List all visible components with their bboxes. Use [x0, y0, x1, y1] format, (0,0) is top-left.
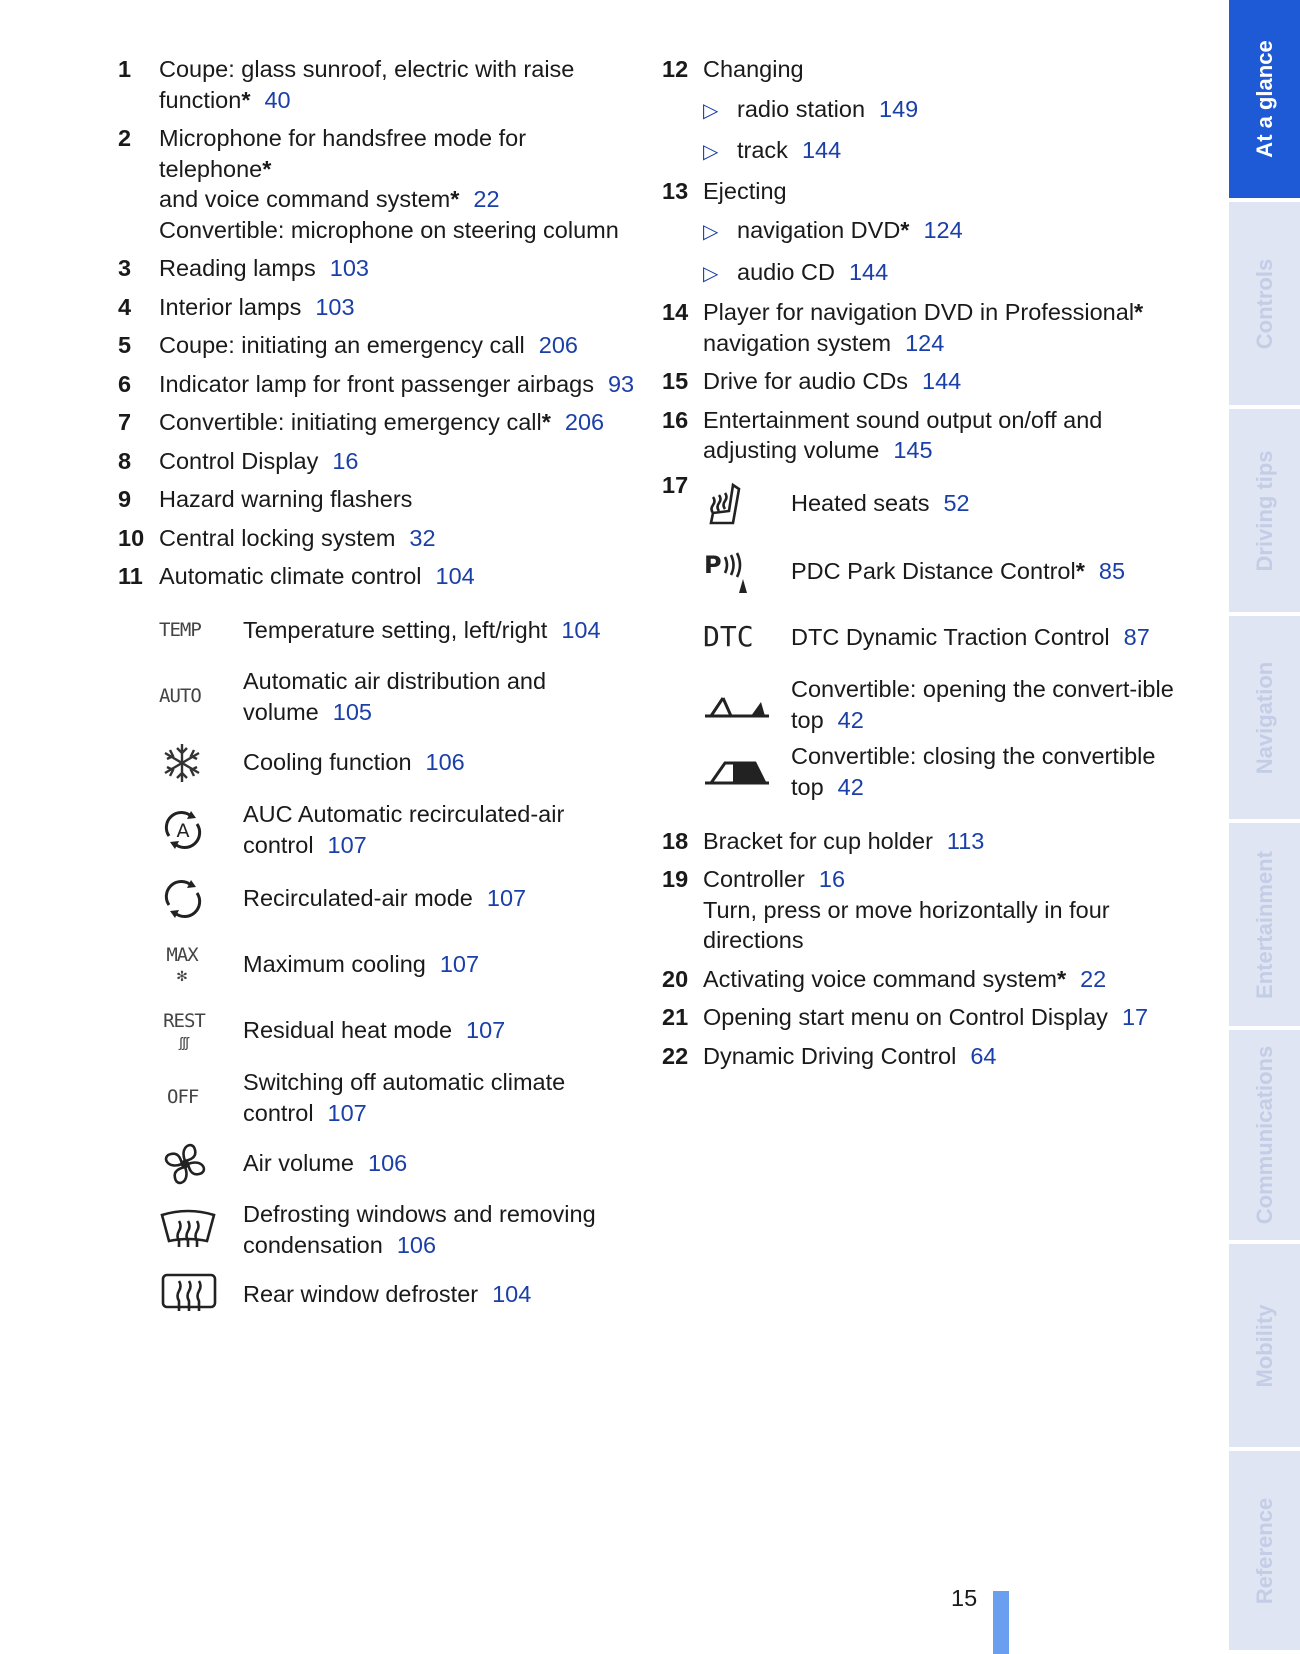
- page-ref-link[interactable]: 206: [564, 409, 605, 435]
- pdc-icon: [703, 549, 791, 595]
- button-row-pdc: [703, 538, 1182, 606]
- row-text: Heated seats: [791, 490, 930, 517]
- climate-row-cooling: [159, 732, 638, 794]
- item-text: Entertainment sound output on/off and adjusting volume: [703, 406, 1103, 463]
- row-text: Maximum cooling: [243, 951, 426, 978]
- item-number: 3: [118, 255, 132, 281]
- list-item: [118, 123, 638, 245]
- button-row-dtc: [703, 606, 1182, 670]
- asterisk: *: [900, 217, 910, 243]
- tab-communications[interactable]: Communications: [1229, 1030, 1300, 1244]
- tab-controls[interactable]: Controls: [1229, 202, 1300, 409]
- item-text: Controller: [703, 866, 805, 892]
- page-ref-link[interactable]: 206: [538, 332, 578, 358]
- tab-navigation[interactable]: Navigation: [1229, 616, 1300, 823]
- list-item: [118, 561, 638, 592]
- asterisk: *: [450, 186, 460, 212]
- item-text: Microphone for handsfree mode for telephone: [159, 125, 527, 182]
- page-ref-link[interactable]: 106: [368, 1150, 408, 1177]
- page-ref-link[interactable]: 42: [837, 773, 864, 800]
- row-text: DTC Dynamic Traction Control: [791, 624, 1110, 651]
- page-ref-link[interactable]: 93: [607, 370, 635, 397]
- climate-row-rear-defroster: [159, 1264, 638, 1326]
- row-text: Convertible: closing the convertible top: [791, 743, 1156, 800]
- item-text: Automatic climate control: [159, 563, 422, 589]
- item-text: Coupe: glass sunroof, electric with raise function: [159, 56, 575, 113]
- item-text: Reading lamps: [159, 255, 316, 281]
- climate-sublist: [159, 600, 638, 1326]
- item-text: Player for navigation DVD in Professional: [703, 299, 1135, 325]
- row-text: Cooling function: [243, 749, 412, 776]
- list-item: [662, 826, 1182, 857]
- fan-icon: [159, 1138, 243, 1190]
- page-ref-link[interactable]: 124: [905, 329, 945, 356]
- page-ref-link[interactable]: 107: [486, 885, 527, 912]
- list-item: [662, 470, 1182, 804]
- item-number: 22: [662, 1042, 689, 1069]
- svg-text:P: P: [704, 550, 722, 579]
- page-ref-link[interactable]: 107: [327, 831, 367, 858]
- bullet-item: [703, 215, 1182, 248]
- bullet-item: [703, 257, 1182, 290]
- asterisk: *: [1075, 558, 1085, 585]
- residual-heat-icon: REST ʃʃʃ: [163, 1010, 205, 1050]
- item-number: 11: [118, 563, 143, 589]
- page-ref-link[interactable]: 104: [561, 617, 601, 644]
- list-item: [662, 297, 1182, 358]
- climate-row-air-volume: [159, 1132, 638, 1196]
- page-ref-link[interactable]: 64: [970, 1042, 997, 1069]
- item-text: Indicator lamp for front passenger airbags: [159, 370, 594, 397]
- row-text: PDC Park Distance Control: [791, 558, 1076, 585]
- list-item: [118, 253, 638, 284]
- page-ref-link[interactable]: 104: [492, 1281, 532, 1308]
- row-text: Switching off automatic climate control: [243, 1069, 566, 1126]
- list-item: [118, 484, 638, 515]
- item-number: 8: [118, 447, 132, 474]
- right-column: [662, 54, 1182, 1079]
- list-item: [662, 176, 1182, 290]
- item-number: 10: [118, 524, 145, 551]
- list-item: [118, 407, 638, 438]
- list-item: [662, 366, 1182, 397]
- item-text: Convertible: microphone on steering column: [159, 216, 619, 243]
- dtc-icon: DTC: [703, 620, 754, 654]
- item-text: Dynamic Driving Control: [703, 1042, 957, 1069]
- roof-closed-icon: [703, 755, 791, 789]
- button-row-open-top: [703, 670, 1182, 740]
- page-ref-link[interactable]: 107: [439, 951, 480, 978]
- climate-row-auto: [159, 662, 638, 732]
- item-number: 13: [662, 177, 689, 204]
- left-column: [118, 54, 638, 1326]
- item-number: 5: [118, 332, 132, 358]
- page-ref-link[interactable]: 144: [848, 258, 889, 285]
- item-text: Drive for audio CDs: [703, 368, 909, 394]
- page-ref-link[interactable]: 85: [1098, 558, 1126, 585]
- item-number: 17: [662, 471, 689, 498]
- list-item: [118, 330, 638, 361]
- page-ref-link[interactable]: 103: [329, 255, 369, 281]
- page-ref-link[interactable]: 22: [473, 186, 500, 212]
- tab-entertainment[interactable]: Entertainment: [1229, 823, 1300, 1030]
- list-item: [118, 54, 638, 115]
- climate-row-off: [159, 1064, 638, 1132]
- item-number: 15: [662, 368, 689, 394]
- page-ref-link[interactable]: 107: [327, 1099, 367, 1126]
- auto-icon: AUTO: [159, 685, 201, 708]
- item-text: Control Display: [159, 447, 319, 474]
- list-item: [662, 964, 1182, 995]
- item-number: 7: [118, 409, 132, 435]
- page-ref-link[interactable]: 17: [1121, 1004, 1149, 1030]
- tab-driving-tips[interactable]: Driving tips: [1229, 409, 1300, 616]
- asterisk: *: [1134, 299, 1144, 325]
- item-number: 18: [662, 827, 689, 854]
- button-row-heated-seats: [703, 470, 1182, 538]
- item-number: 4: [118, 293, 132, 320]
- item-number: 20: [662, 965, 689, 992]
- row-text: Air volume: [243, 1150, 355, 1177]
- item-number: 21: [662, 1004, 689, 1030]
- triangle-bullet-icon: ▷: [703, 99, 719, 122]
- item-number: 14: [662, 299, 689, 325]
- climate-row-auc: [159, 794, 638, 866]
- page-ref-link[interactable]: 144: [801, 137, 842, 163]
- tab-reference[interactable]: Reference: [1229, 1451, 1300, 1654]
- page-ref-link[interactable]: 105: [332, 698, 372, 725]
- page-ref-link[interactable]: 103: [315, 293, 355, 320]
- max-cooling-icon: MAX ✻: [166, 944, 198, 984]
- button-sublist: [703, 470, 1182, 804]
- bullet-text: radio station: [737, 95, 866, 122]
- list-item: [662, 1041, 1182, 1072]
- climate-row-temp: [159, 600, 638, 662]
- page-number: 15: [951, 1585, 978, 1611]
- temp-icon: TEMP: [159, 619, 201, 642]
- item-text: Hazard warning flashers: [159, 486, 413, 512]
- list-item: [662, 54, 1182, 168]
- triangle-bullet-icon: ▷: [703, 221, 719, 243]
- row-text: Rear window defroster: [243, 1281, 479, 1308]
- page-ref-link[interactable]: 145: [893, 437, 933, 463]
- item-number: 2: [118, 125, 132, 151]
- page-ref-link[interactable]: 40: [264, 86, 291, 113]
- bullet-item: [703, 94, 1182, 127]
- bullet-text: navigation DVD: [737, 217, 901, 243]
- asterisk: *: [262, 155, 272, 182]
- page-ref-link[interactable]: 22: [1080, 965, 1107, 992]
- item-text: Coupe: initiating an emergency call: [159, 332, 525, 358]
- row-text: AUC Automatic recirculated-air control: [243, 801, 565, 858]
- rear-defrost-icon: [159, 1271, 243, 1319]
- windshield-defrost-icon: [159, 1207, 243, 1253]
- page-ref-link[interactable]: 42: [837, 706, 864, 733]
- row-text: Temperature setting, left/right: [243, 617, 548, 644]
- item-text: Opening start menu on Control Display: [703, 1004, 1108, 1030]
- climate-row-recirculated: [159, 866, 638, 932]
- row-text: Automatic air distribution and volume: [243, 668, 547, 725]
- item-text: Ejecting: [703, 177, 787, 204]
- row-text: Convertible: opening the convert-ible top: [791, 676, 1174, 733]
- page-ref-link[interactable]: 87: [1123, 624, 1150, 651]
- page-ref-link[interactable]: 144: [922, 368, 962, 394]
- item-text: navigation system: [703, 329, 892, 356]
- svg-text:A: A: [176, 819, 190, 842]
- page-ref-link[interactable]: 124: [923, 217, 963, 243]
- item-text: Interior lamps: [159, 293, 302, 320]
- button-row-close-top: [703, 740, 1182, 804]
- page-ref-link[interactable]: 106: [396, 1231, 437, 1258]
- list-item: [662, 1002, 1182, 1033]
- page-ref-link[interactable]: 149: [879, 95, 919, 122]
- item-number: 6: [118, 370, 132, 397]
- item-number: 19: [662, 866, 689, 892]
- asterisk: *: [241, 86, 251, 113]
- page-ref-link[interactable]: 16: [818, 866, 846, 892]
- triangle-bullet-icon: ▷: [703, 141, 719, 163]
- climate-row-max: [159, 932, 638, 998]
- row-text: Residual heat mode: [243, 1017, 453, 1044]
- page-ref-link[interactable]: 16: [332, 447, 359, 474]
- row-text: Defrosting windows and removing condensation: [243, 1201, 596, 1258]
- page-ref-link[interactable]: 104: [435, 563, 475, 589]
- item-text: Bracket for cup holder: [703, 827, 933, 854]
- bullet-text: audio CD: [737, 258, 835, 285]
- snowflake-icon: [159, 740, 243, 786]
- page-ref-link[interactable]: 106: [425, 749, 465, 776]
- recirculated-air-icon: [159, 875, 243, 923]
- item-text: Convertible: initiating emergency call: [159, 409, 542, 435]
- item-number: 9: [118, 486, 132, 512]
- roof-open-icon: [703, 688, 791, 722]
- off-icon: OFF: [167, 1086, 199, 1109]
- heated-seat-icon: [703, 481, 791, 527]
- item-text: and voice command system: [159, 186, 451, 212]
- list-item: [662, 864, 1182, 956]
- page-ref-link[interactable]: 32: [409, 524, 436, 551]
- list-item: [118, 446, 638, 477]
- item-text: Turn, press or move horizontally in four directions: [703, 896, 1110, 953]
- page-marker-bar: [993, 1591, 1009, 1654]
- asterisk: *: [1056, 965, 1067, 992]
- tab-at-a-glance[interactable]: At a glance: [1229, 0, 1300, 202]
- climate-row-rest: [159, 998, 638, 1064]
- item-text: Central locking system: [159, 524, 396, 551]
- tab-mobility[interactable]: Mobility: [1229, 1244, 1300, 1451]
- triangle-bullet-icon: ▷: [703, 262, 719, 285]
- item-text: Changing: [703, 56, 804, 82]
- item-number: 12: [662, 56, 689, 82]
- list-item: [118, 292, 638, 323]
- asterisk: *: [541, 409, 551, 435]
- bullet-text: track: [737, 137, 788, 163]
- bullet-item: [703, 135, 1182, 168]
- page-ref-link[interactable]: 52: [943, 490, 970, 517]
- item-number: 1: [118, 56, 132, 82]
- list-item: [118, 523, 638, 554]
- list-item: [662, 405, 1182, 466]
- item-number: 16: [662, 406, 689, 433]
- item-text: Activating voice command system: [703, 965, 1057, 992]
- row-text: Recirculated-air mode: [243, 885, 473, 912]
- page-ref-link[interactable]: 113: [946, 827, 985, 854]
- chapter-tabs: [1229, 0, 1300, 1654]
- list-item: [118, 369, 638, 400]
- climate-row-defrost: [159, 1196, 638, 1264]
- auc-recirculation-icon: [159, 806, 243, 854]
- page-ref-link[interactable]: 107: [466, 1017, 506, 1044]
